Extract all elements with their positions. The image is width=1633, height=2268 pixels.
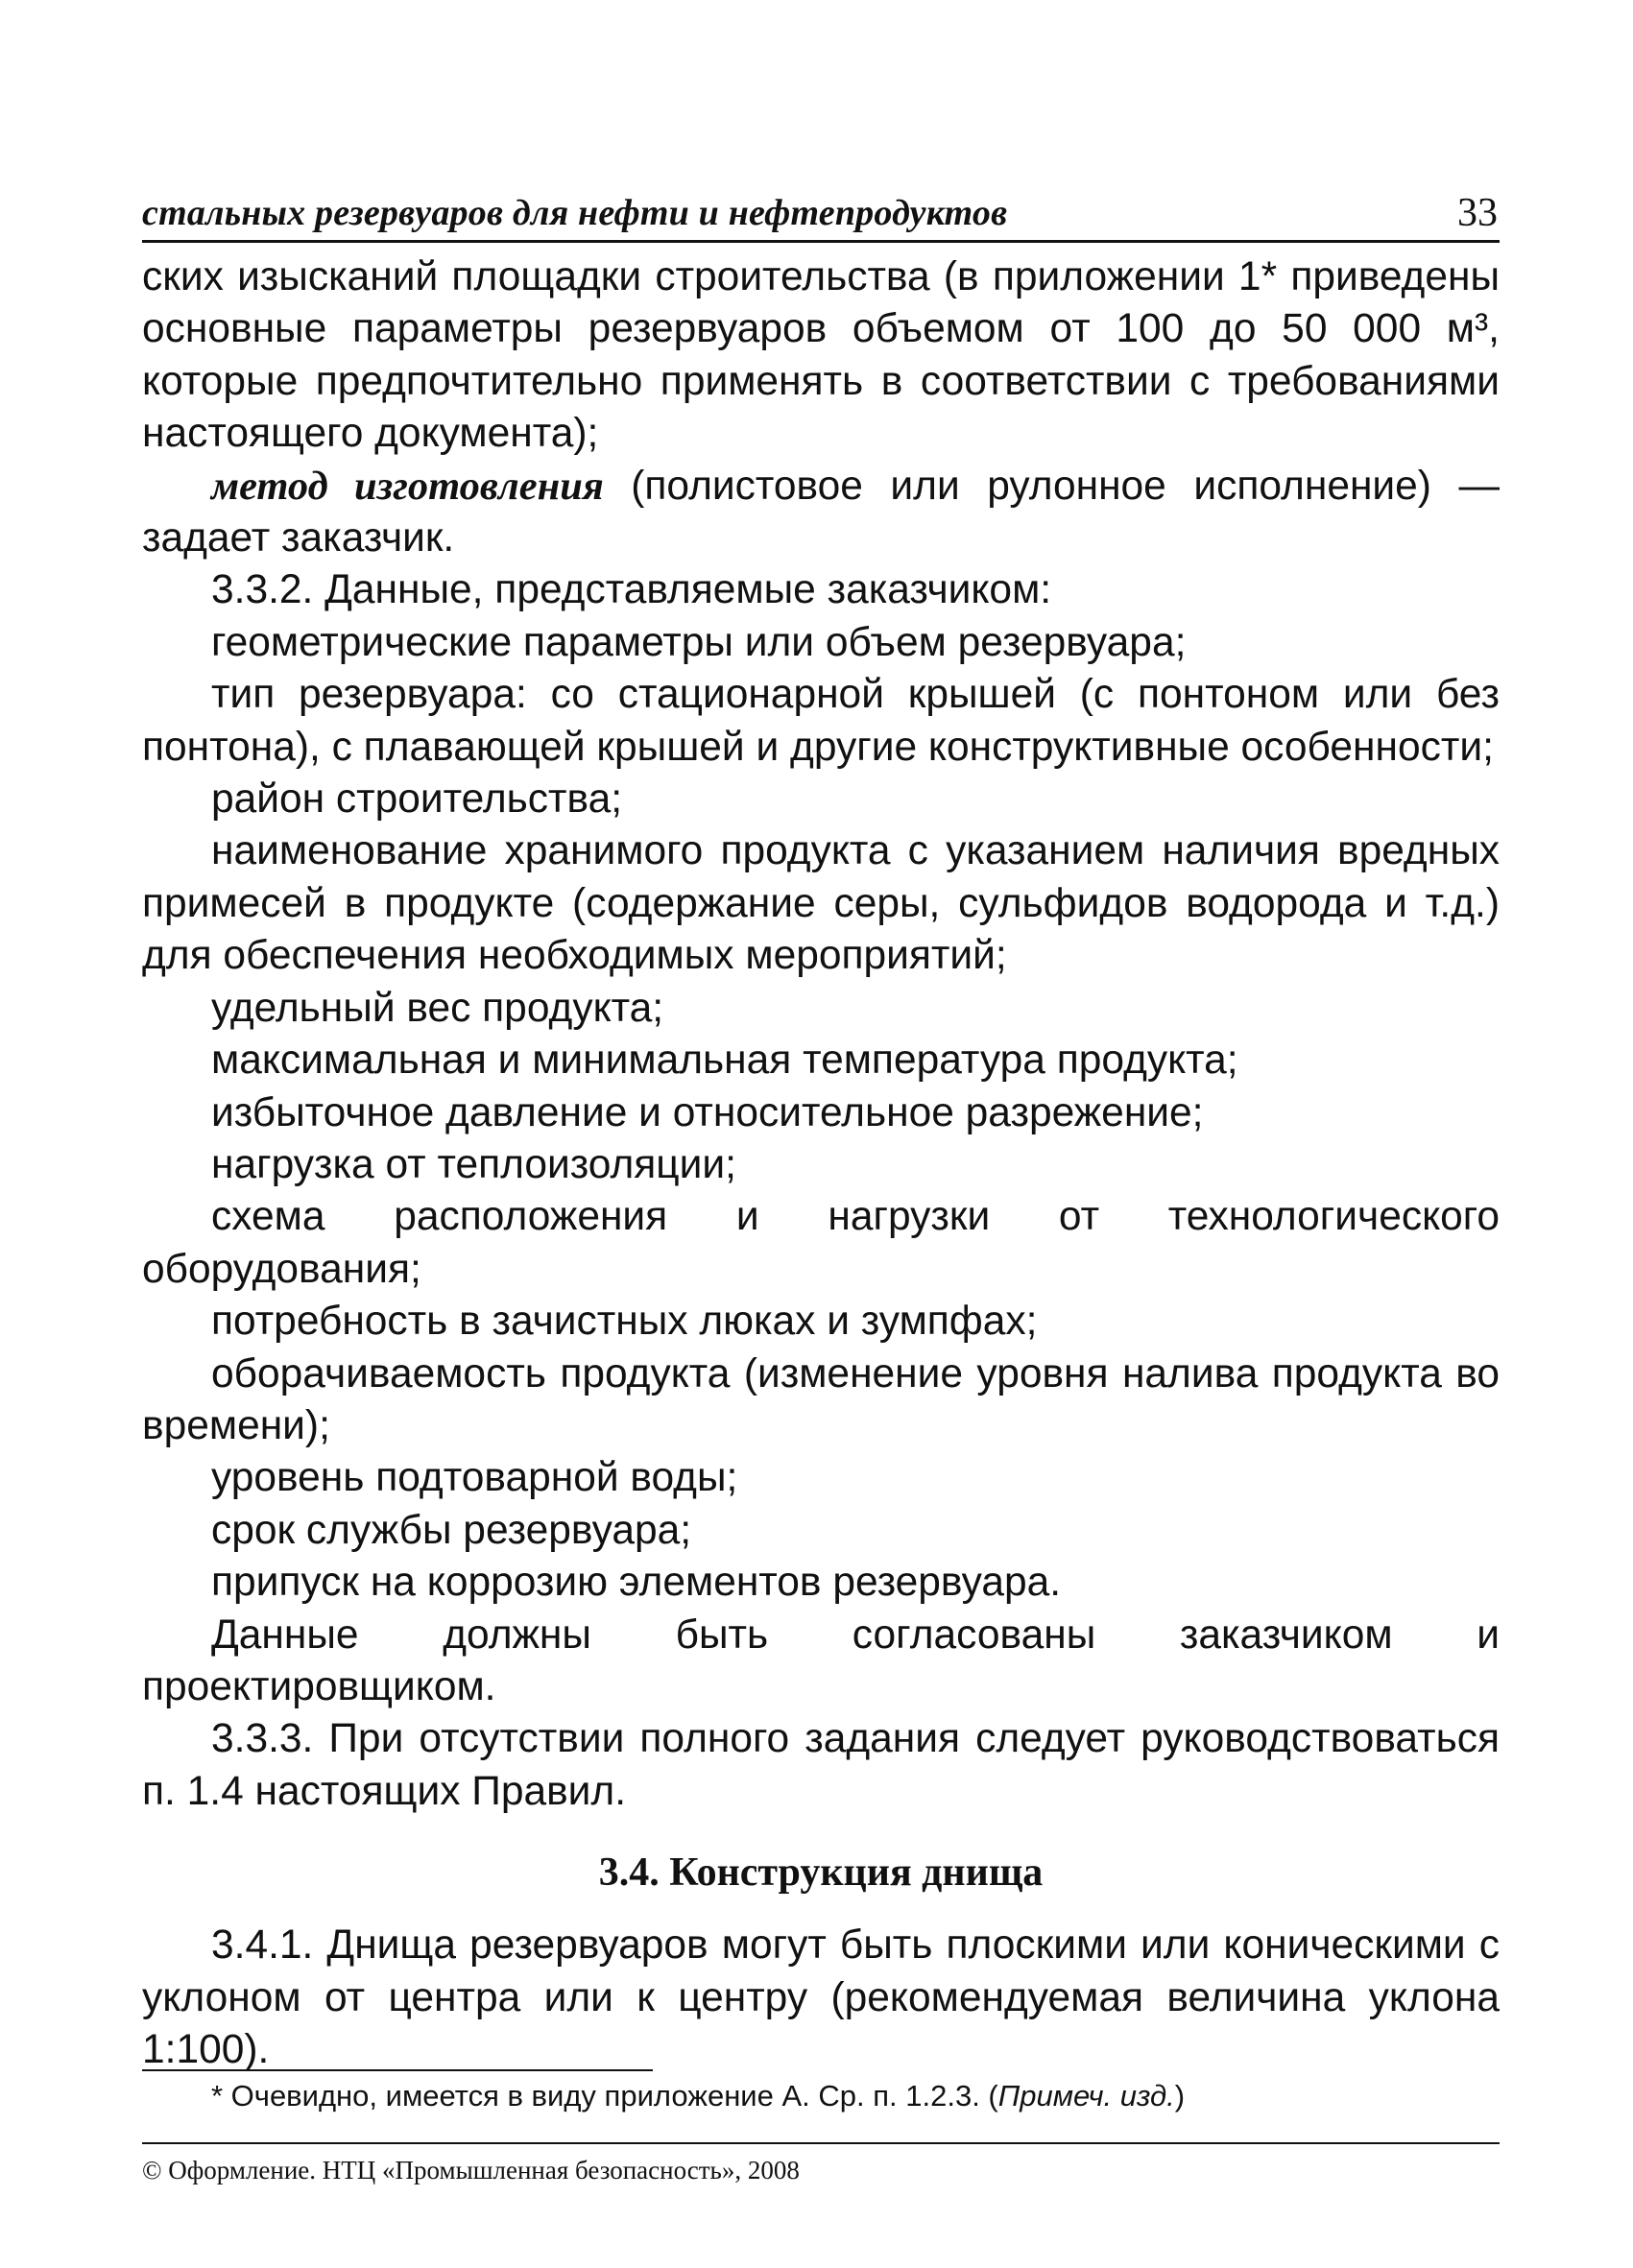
footnote-close: ) (1174, 2079, 1186, 2113)
footnote-divider (142, 2069, 653, 2071)
clause-3-3-3: 3.3.3. При отсутствии полного задания следует руководствоваться п. 1.4 настоящих Правил. (142, 1716, 1500, 1814)
list-item: удельный вес продукта; (211, 985, 664, 1031)
running-head: стальных резервуаров для нефти и нефтепродуктов (142, 193, 1008, 233)
list-item: нагрузка от теплоизоляции; (211, 1141, 736, 1187)
body-text (142, 251, 1500, 2076)
section-heading: 3.4. Конструкция днища (598, 1850, 1044, 1896)
list-item: максимальная и минимальная температура продукта; (211, 1038, 1238, 1084)
paragraph-continued: ских изысканий площадки строительства (в приложении 1* приведены основные параметры резервуаров объемом от 100 до 50 000 м³, которые предпочтительно применять в соответствии с требованиями настоящего документа); (142, 254, 1500, 457)
footnote-note: Примеч. изд. (997, 2079, 1175, 2113)
list-item: геометрические параметры или объем резервуара; (211, 619, 1187, 665)
paragraph-manufacturing-method (142, 461, 1500, 565)
copyright-notice: © Оформление. НТЦ «Промышленная безопасность», 2008 (142, 2156, 800, 2184)
list-item: уровень подтоварной воды; (211, 1455, 738, 1501)
paragraph-manufacturing-method-text: (полистовое или рулонное исполнение) — задает заказчик. (142, 463, 1500, 561)
footer-divider (142, 2142, 1500, 2144)
clause-3-4-1: 3.4.1. Днища резервуаров могут быть плоскими или коническими с уклоном от центра или к центру (рекомендуемая величина уклона 1:100). (142, 1922, 1500, 2072)
list-item: наименование хранимого продукта с указанием наличия вредных примесей в продукте (содержание серы, сульфидов водорода и т.д.) для обеспечения необходимых мероприятий; (142, 828, 1500, 979)
list-item: район строительства; (211, 776, 623, 823)
list-item: потребность в зачистных люках и зумпфах; (211, 1299, 1038, 1345)
list-item: тип резервуара: со стационарной крышей (с понтоном или без понтона), с плавающей крышей и другие конструктивные особенности; (142, 672, 1500, 770)
list-item: оборачиваемость продукта (изменение уровня налива продукта во времени); (142, 1350, 1500, 1448)
list-item: избыточное давление и относительное разрежение; (211, 1089, 1204, 1135)
page-number: 33 (1457, 191, 1498, 235)
footnote (211, 2077, 1500, 2115)
paragraph-agreement: Данные должны быть согласованы заказчиком и проектировщиком. (142, 1611, 1500, 1709)
list-item: схема расположения и нагрузки от технологического оборудования; (142, 1194, 1500, 1292)
footnote-text: * Очевидно, имеется в виду приложение А. Ср. п. 1.2.3. ( (211, 2079, 998, 2113)
list-item: срок службы резервуара; (211, 1507, 692, 1553)
clause-3-3-2: 3.3.2. Данные, представляемые заказчиком: (211, 567, 1052, 613)
list-item: припуск на коррозию элементов резервуара. (211, 1560, 1062, 1606)
term-manufacturing-method: метод изготовления (211, 463, 604, 509)
page-header (142, 188, 1500, 243)
